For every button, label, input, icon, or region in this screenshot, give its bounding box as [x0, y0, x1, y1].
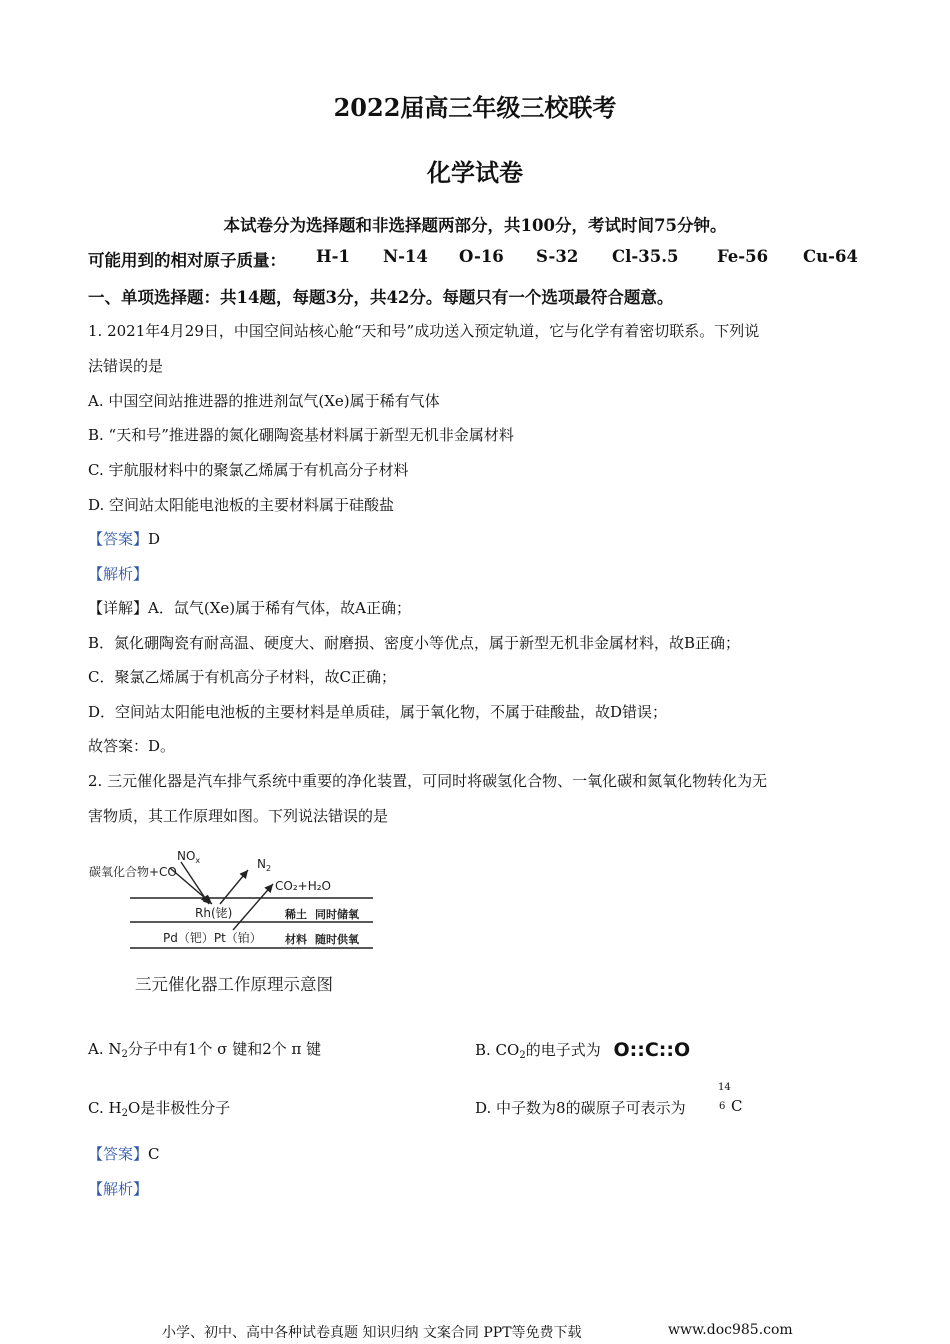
detail-tag: 【详解】	[88, 599, 149, 617]
atomic-mass-h: H-1	[316, 247, 350, 266]
atomic-mass-n: N-14	[383, 247, 428, 266]
q2-option-a: A. $N_2$分子中有1个 σ 键和2个 π 键	[88, 1040, 322, 1060]
diagram-pd-pt: Pd（钯）Pt（铂）	[163, 931, 262, 945]
exam-info: 本试卷分为选择题和非选择题两部分，共100分，考试时间75分钟。	[223, 216, 727, 235]
arrow-n2-out	[220, 870, 248, 904]
q1-stem-line2: 法错误的是	[88, 357, 164, 375]
diagram-nox: $NO_x$	[177, 849, 201, 865]
q2-answer	[88, 1143, 160, 1164]
exam-title: 2022届高三年级三校联考	[333, 93, 617, 122]
q1-analysis-tag: 【解析】	[88, 565, 149, 583]
footer-site-link[interactable]: www.doc985.com	[668, 1322, 793, 1338]
isotope-mass-number: 14	[718, 1082, 731, 1093]
answer-tag: 【答案】	[88, 530, 149, 548]
q1-stem-line1: 1. 2021年4月29日，中国空间站核心舱“天和号”成功送入预定轨道，它与化学有着密切联系。下列说	[88, 322, 760, 340]
q1-conclusion: 故答案：D。	[88, 737, 176, 755]
q2-answer-value: C	[148, 1145, 160, 1163]
diagram-supply-o2: 随时供氧	[315, 933, 359, 946]
co2-electron-formula: O::C::O	[613, 1039, 691, 1061]
atomic-mass-o: O-16	[459, 247, 504, 266]
q1-detail-d: D．空间站太阳能电池板的主要材料是单质硅，属于氧化物，不属于硅酸盐，故D错误；	[88, 703, 668, 721]
q2-option-c: C. $H_2O$是非极性分子	[88, 1099, 231, 1119]
q1-detail-a	[88, 597, 411, 618]
subject-title: 化学试卷	[427, 158, 523, 187]
q1-answer	[88, 528, 160, 549]
isotope-symbol: C	[731, 1097, 743, 1115]
q1-option-c: C. 宇航服材料中的聚氯乙烯属于有机高分子材料	[88, 461, 409, 479]
diagram-store-o2: 同时储氧	[315, 908, 359, 921]
isotope-atomic-number: 6	[719, 1101, 726, 1112]
arrow-products-out	[233, 884, 273, 930]
diagram-rare-earth: 稀土	[285, 908, 307, 921]
answer-tag: 【答案】	[88, 1145, 149, 1163]
atomic-mass-cl: Cl-35.5	[612, 247, 679, 266]
q1-detail-c: C．聚氯乙烯属于有机高分子材料，故C正确；	[88, 668, 396, 686]
section-heading: 一、单项选择题：共14题，每题3分，共42分。每题只有一个选项最符合题意。	[88, 288, 674, 307]
q1-answer-value: D	[148, 530, 161, 548]
q1-option-a: A. 中国空间站推进器的推进剂氙气(Xe)属于稀有气体	[88, 392, 440, 410]
q1-option-d: D. 空间站太阳能电池板的主要材料属于硅酸盐	[88, 496, 395, 514]
diagram-products: CO₂+H₂O	[275, 879, 331, 893]
diagram-material: 材料	[285, 933, 307, 946]
q1-detail-a-text: A．氙气(Xe)属于稀有气体，故A正确；	[148, 599, 411, 617]
diagram-caption: 三元催化器工作原理示意图	[135, 975, 333, 994]
q2-stem-line1: 2. 三元催化器是汽车排气系统中重要的净化装置，可同时将碳氢化合物、一氧化碳和氮氧化物转化为无	[88, 772, 768, 790]
atomic-mass-fe: Fe-56	[717, 247, 769, 266]
q2-analysis-tag: 【解析】	[88, 1180, 149, 1198]
q2-option-b: B. $CO_2$的电子式为 O::C::O	[475, 1039, 691, 1061]
atomic-mass-s: S-32	[536, 247, 579, 266]
q2-stem-line2: 害物质，其工作原理如图。下列说法错误的是	[88, 807, 389, 825]
diagram-reactants: 碳氧化合物+CO	[89, 865, 177, 879]
catalytic-converter-diagram	[85, 842, 385, 1002]
atomic-masses-label: 可能用到的相对原子质量：	[88, 251, 286, 270]
diagram-n2: $N_2$	[257, 857, 272, 873]
atomic-mass-cu: Cu-64	[803, 247, 858, 266]
footer-text: 小学、初中、高中各种试卷真题 知识归纳 文案合同 PPT等免费下载	[162, 1325, 582, 1341]
q2-option-d: D. 中子数为8的碳原子可表示为	[475, 1099, 686, 1117]
diagram-rh: Rh(铑)	[195, 906, 233, 920]
q1-detail-b: B．氮化硼陶瓷有耐高温、硬度大、耐磨损、密度小等优点，属于新型无机非金属材料，故B正确；	[88, 634, 741, 652]
q1-option-b: B. “天和号”推进器的氮化硼陶瓷基材料属于新型无机非金属材料	[88, 426, 514, 444]
